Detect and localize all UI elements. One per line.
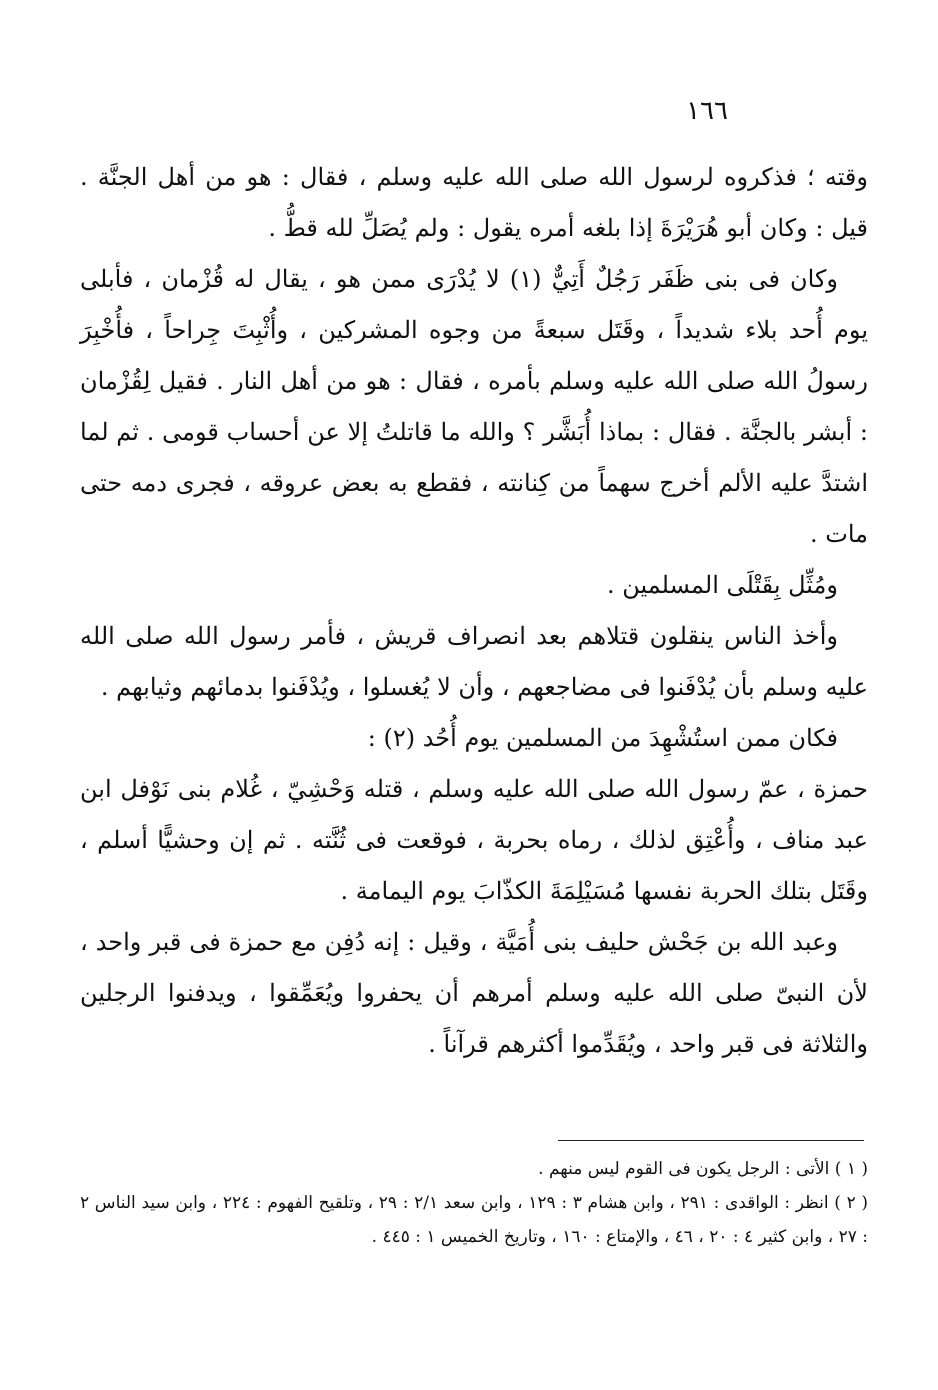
paragraph: فكان ممن استُشْهِدَ من المسلمين يوم أُحُد (٢) : [367, 724, 838, 752]
paragraph: وقته ؛ فذكروه لرسول الله صلى الله عليه وسلم ، فقال : هو من أهل الجنَّة . قيل : وكان أبو هُرَيْرَةَ إذا بلغه أمره يقول : ولم يُصَلِّ لله قطُّ . [80, 163, 868, 242]
main-text [80, 152, 868, 1070]
paragraph: وكان فى بنى ظَفَر رَجُلٌ أَتِيٌّ (١) لا يُدْرَى ممن هو ، يقال له قُزْمان ، فأبلى يوم أُحد بلاء شديداً ، وقَتَل سبعةً من وجوه المشركين ، وأُثْبِتَ جِراحاً ، فأُخْبِرَ رسولُ الله صلى الله عليه وسلم بأمره ، فقال : هو من أهل النار . فقيل لِقُزْمان : أبشر بالجنَّة . فقال : بماذا أُبَشَّر ؟ والله ما قاتلتُ إلا عن أحساب قومى . ثم لما اشتدَّ عليه الألم أخرج سهماً من كِنانته ، فقطع به بعض عروقه ، فجرى دمه حتى مات . [80, 265, 868, 548]
footnotes [80, 1152, 868, 1254]
page-number: ١٦٦ [686, 96, 728, 126]
paragraph: وأخذ الناس ينقلون قتلاهم بعد انصراف قريش ، فأمر رسول الله صلى الله عليه وسلم بأن يُدْفَنوا فى مضاجعهم ، وأن لا يُغسلوا ، ويُدْفَنوا بدمائهم وثيابهم . [80, 622, 868, 701]
paragraph: وعبد الله بن جَحْش حليف بنى أُمَيَّة ، وقيل : إنه دُفِن مع حمزة فى قبر واحد ، لأن النبىّ صلى الله عليه وسلم أمرهم أن يحفروا ويُعَمِّقوا ، ويدفنوا الرجلين والثلاثة فى قبر واحد ، ويُقَدِّموا أكثرهم قرآناً . [80, 928, 868, 1058]
footnote: ( ١ ) الأتى : الرجل يكون فى القوم ليس منهم . [538, 1159, 868, 1179]
footnote: ( ٢ ) انظر : الواقدى : ٢٩١ ، وابن هشام ٣ : ١٢٩ ، وابن سعد ٢/١ : ٢٩ ، وتلقيح الفهوم : ٢٢٤ ، وابن سيد الناس ٢ : ٢٧ ، وابن كثير ٤ : ٢٠ ، ٤٦ ، والإمتاع : ١٦٠ ، وتاريخ الخميس ١ : ٤٤٥ . [80, 1193, 869, 1247]
footnote-divider [558, 1140, 864, 1141]
paragraph: ومُثِّل بِقَتْلَى المسلمين . [607, 571, 838, 599]
paragraph: حمزة ، عمّ رسول الله صلى الله عليه وسلم ، قتله وَحْشِيّ ، غُلام بنى نَوْفل ابن عبد مناف ، وأُعْتِق لذلك ، رماه بحربة ، فوقعت فى ثُنَّته . ثم إن وحشيًّا أسلم ، وقَتَل بتلك الحربة نفسها مُسَيْلِمَةَ الكذّابَ يوم اليمامة . [80, 775, 868, 905]
